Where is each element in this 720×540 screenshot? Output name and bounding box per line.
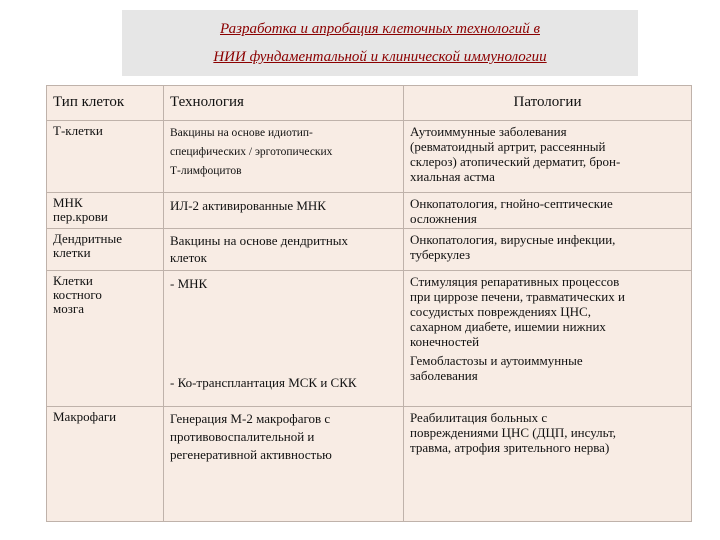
table-row: [47, 271, 692, 407]
table-header-row: [47, 86, 692, 121]
table-row: [47, 229, 692, 271]
row-technology: Вакцины на основе дендритных клеток: [170, 233, 349, 265]
header-technology: Технология: [164, 86, 404, 121]
title-line-2: НИИ фундаментальной и клинической иммунологии: [213, 49, 547, 65]
cell-technologies-table: [46, 85, 692, 522]
row-pathology: Аутоиммунные заболевания (ревматоидный артрит, рассеянный склероз) атопический дерматит, брон- хиальная астма: [410, 124, 621, 184]
row-technology: ИЛ-2 активированные МНК: [170, 198, 326, 213]
row-pathology: Онкопатология, вирусные инфекции, туберкулез: [410, 232, 616, 262]
row-pathology: Реабилитация больных с повреждениями ЦНС (ДЦП, инсульт, травма, атрофия зрительного нерва): [410, 410, 617, 455]
row-technology: Вакцины на основе идиотип- специфических / эрготопических Т-лимфоцитов: [170, 127, 333, 177]
row-technology-secondary: - Ко-трансплантация МСК и СКК: [170, 375, 357, 390]
table-row: [47, 407, 692, 522]
row-technology: Генерация М-2 макрофагов с противовоспалительной и регенеративной активностью: [170, 411, 332, 462]
row-pathology: Стимуляция репаративных процессов при циррозе печени, травматических и сосудистых повреждениях ЦНС, сахарном диабете, ишемии нижних конечностей: [410, 274, 625, 349]
table-row: [47, 121, 692, 193]
row-cell-type: Макрофаги: [53, 409, 117, 424]
row-cell-type: Клетки костного мозга: [53, 273, 102, 316]
header-pathology: Патологии: [404, 86, 692, 121]
row-cell-type: Дендритные клетки: [53, 231, 122, 260]
row-pathology-secondary: Гемобластозы и аутоиммунные заболевания: [410, 353, 583, 383]
table-row: [47, 193, 692, 229]
row-technology: - МНК: [170, 276, 208, 291]
title-banner: [122, 10, 638, 76]
row-pathology: Онкопатология, гнойно-септические осложнения: [410, 196, 613, 226]
header-cell-type: Тип клеток: [47, 86, 164, 121]
row-cell-type: Т-клетки: [53, 123, 103, 138]
row-cell-type: МНК пер.крови: [53, 195, 108, 224]
title-line-1: Разработка и апробация клеточных технологий в: [220, 21, 540, 37]
